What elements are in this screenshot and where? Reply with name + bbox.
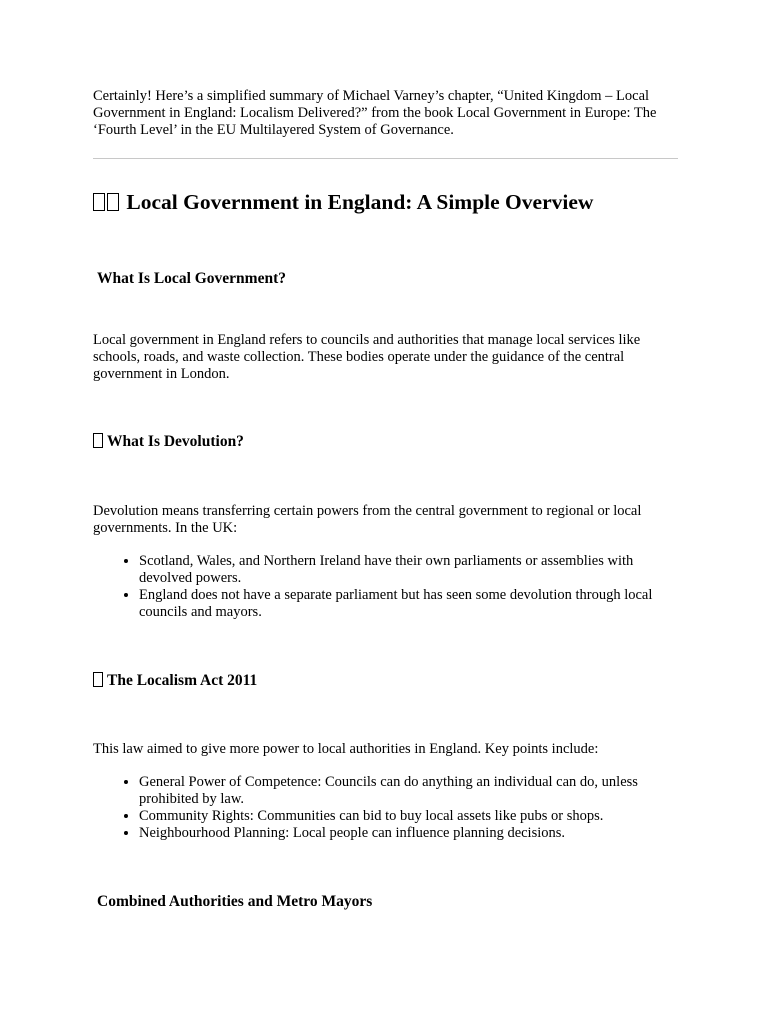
document-page <box>93 88 678 912</box>
localism-act-list <box>93 774 678 842</box>
intro-paragraph: Certainly! Here’s a simplified summary of Michael Varney’s chapter, “United Kingdom – Local Government in England: Localism Delivered?” from the book Local Government in Europe: The ‘Fourth Level’ in the EU Multilayered System of Governance. <box>93 88 657 138</box>
list-item: • Community Rights: Communities can bid to buy local assets like pubs or shops. <box>139 808 678 825</box>
list-item: • Neighbourhood Planning: Local people can influence planning decisions. <box>139 825 678 842</box>
paragraph-local-government: Local government in England refers to councils and authorities that manage local services like schools, roads, and waste collection. These bodies operate under the guidance of the central government in London. <box>93 332 641 382</box>
paragraph-devolution: Devolution means transferring certain powers from the central government to regional or local governments. In the UK: <box>93 503 642 536</box>
heading-combined-authorities: Combined Authorities and Metro Mayors <box>97 893 373 910</box>
missing-glyph-icon <box>93 433 103 448</box>
document-title <box>93 189 678 215</box>
heading-devolution <box>93 432 678 452</box>
missing-glyph-icon <box>93 193 105 211</box>
list-item: • General Power of Competence: Councils can do anything an individual can do, unless prohibited by law. <box>139 774 678 808</box>
heading-localism-act <box>93 671 678 691</box>
devolution-list <box>93 553 678 621</box>
heading-localism-act-text: The Localism Act 2011 <box>107 672 258 689</box>
document-title-text: Local Government in England: A Simple Overview <box>126 190 594 214</box>
paragraph-localism-act: This law aimed to give more power to local authorities in England. Key points include: <box>93 741 599 757</box>
list-item: • Scotland, Wales, and Northern Ireland have their own parliaments or assemblies with devolved powers. <box>139 553 678 587</box>
missing-glyph-icon <box>93 672 103 687</box>
heading-what-is-local-government: What Is Local Government? <box>97 270 287 287</box>
heading-devolution-text: What Is Devolution? <box>107 433 244 450</box>
list-item: • England does not have a separate parliament but has seen some devolution through local councils and mayors. <box>139 587 678 621</box>
horizontal-divider <box>93 158 678 159</box>
missing-glyph-icon <box>107 193 119 211</box>
